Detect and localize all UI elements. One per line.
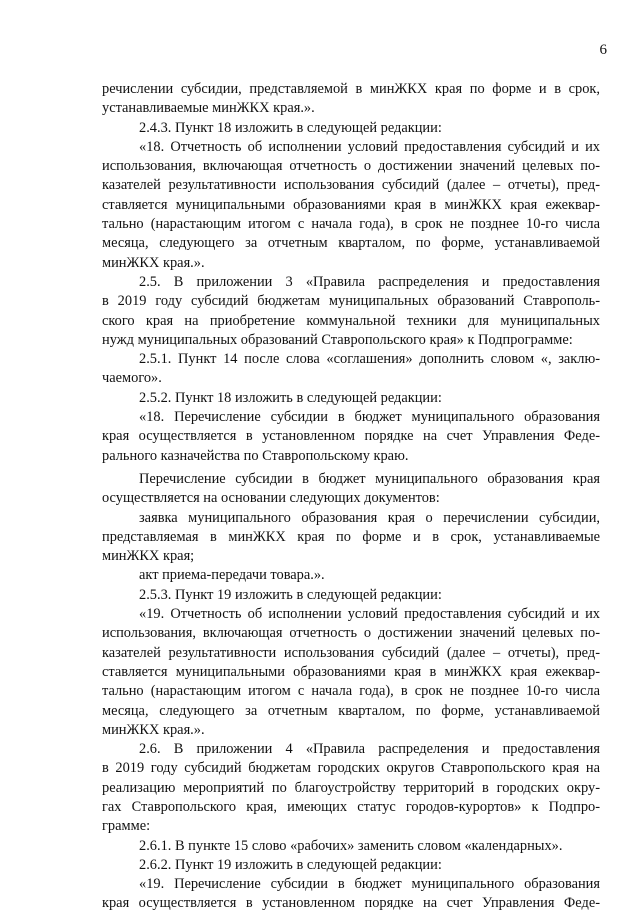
text-line: «18. Перечисление субсидии в бюджет муниципального образования [139,409,600,426]
text-line: края осуществляется в установленном порядке на счет Управления Феде- [102,895,600,912]
text-line: устанавливаемые минЖКХ края.». [102,100,315,117]
text-line: 2.6.1. В пункте 15 слово «рабочих» заменить словом «календарных». [139,837,563,854]
text-line: осуществляется на основании следующих документов: [102,490,440,507]
text-line: 2.6. В приложении 4 «Правила распределения и предоставления [139,741,600,758]
text-line: казателей результативности использования субсидий (далее – отчеты), пред- [102,644,600,661]
text-line: использования, включающая отчетность о достижении значений целевых по- [102,158,600,175]
text-line: 2.4.3. Пункт 18 изложить в следующей редакции: [139,119,442,136]
text-line: 2.5.1. Пункт 14 после слова «соглашения» дополнить словом «, заклю- [139,351,600,368]
text-line: 2.5. В приложении 3 «Правила распределения и предоставления [139,273,600,290]
text-line: грамме: [102,818,151,835]
text-line: минЖКХ края.». [102,721,205,738]
text-line: тально (нарастающим итогом с начала года), в срок не позднее 10-го числа [102,683,600,700]
text-line: края осуществляется в установленном порядке на счет Управления Феде- [102,428,600,445]
text-line: акт приема-передачи товара.». [139,567,325,584]
text-line: «19. Отчетность об исполнении условий предоставления субсидий и их [139,606,600,623]
text-line: минЖКХ края; [102,548,195,565]
text-line: заявка муниципального образования края о перечислении субсидии, [139,509,600,526]
text-line: «19. Перечисление субсидии в бюджет муниципального образования [139,876,600,893]
text-line: гах Ставропольского края, имеющих статус городов-курортов» к Подпро- [102,798,600,815]
text-line: нужд муниципальных образований Ставропольского края» к Подпрограмме: [102,331,573,348]
text-line: реализацию мероприятий по благоустройству территорий в городских окру- [102,779,600,796]
text-line: тально (нарастающим итогом с начала года), в срок не позднее 10-го числа [102,216,600,233]
text-line: представляемая в минЖКХ края по форме и в срок, устанавливаемые [102,528,600,545]
text-line: 2.5.2. Пункт 18 изложить в следующей редакции: [139,389,442,406]
text-line: «18. Отчетность об исполнении условий предоставления субсидий и их [139,138,600,155]
text-line: в 2019 году субсидий бюджетам городских округов Ставропольского края на [102,760,600,777]
document-body [102,80,600,914]
text-line: рального казначейства по Ставропольскому краю. [102,447,409,464]
text-line: чаемого». [102,370,162,387]
text-line: использования, включающая отчетность о достижении значений целевых по- [102,625,600,642]
text-line: Перечисление субсидии в бюджет муниципального образования края [139,470,600,487]
text-line: 2.6.2. Пункт 19 изложить в следующей редакции: [139,856,442,873]
text-line: речислении субсидии, представляемой в минЖКХ края по форме и в срок, [102,81,600,97]
text-line: месяца, следующего за отчетным кварталом, по форме, устанавливаемой [102,235,600,252]
text-line: ского края на приобретение коммунальной техники для муниципальных [102,312,600,329]
text-line: в 2019 году субсидий бюджетам муниципальных образований Ставрополь- [102,293,600,310]
text-line: ставляется муниципальными образованиями края в минЖКХ края ежеквар- [102,196,600,213]
text-line: казателей результативности использования субсидий (далее – отчеты), пред- [102,177,600,194]
page-number: 6 [599,42,607,58]
text-line: месяца, следующего за отчетным кварталом, по форме, устанавливаемой [102,702,600,719]
text-line: 2.5.3. Пункт 19 изложить в следующей редакции: [139,586,442,603]
text-line: ставляется муниципальными образованиями края в минЖКХ края ежеквар- [102,663,600,680]
text-line: минЖКХ края.». [102,254,205,271]
